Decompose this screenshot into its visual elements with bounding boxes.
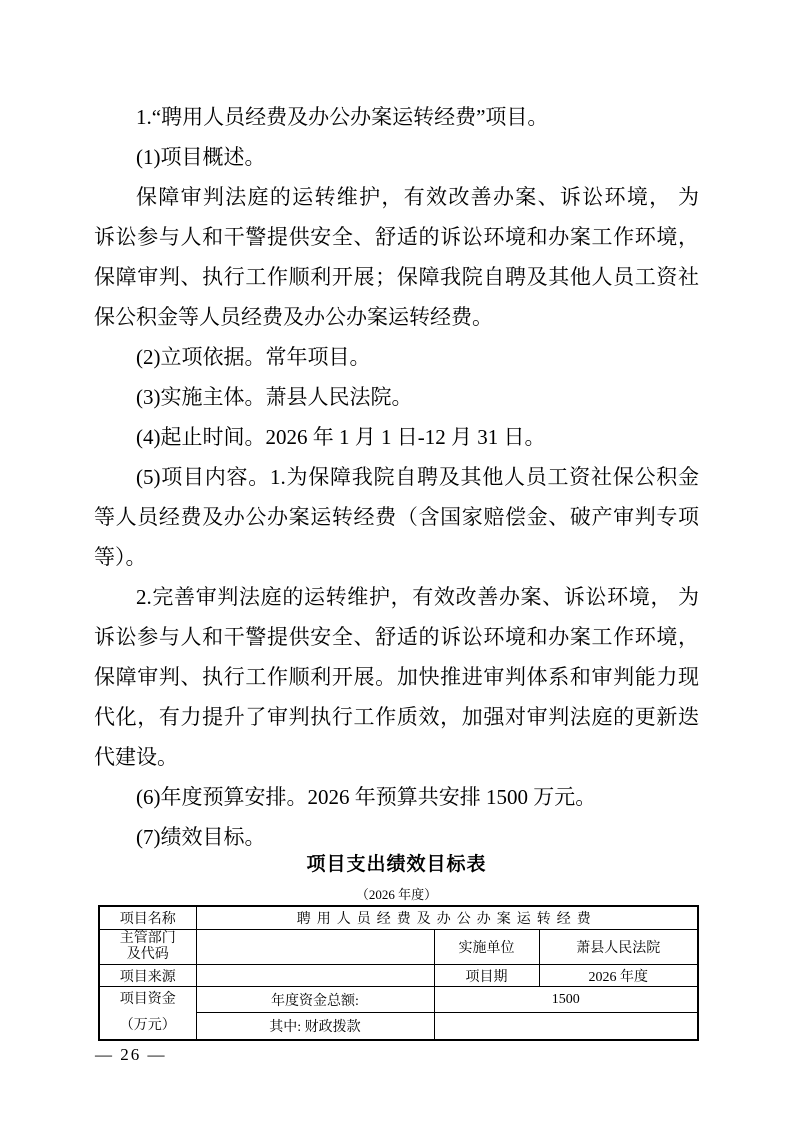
cell-dept-value (196, 930, 434, 965)
text-line: 保公积金等人员经费及办公办案运转经费。 (94, 305, 493, 329)
table-title: 项目支出绩效目标表 (306, 854, 487, 875)
text-line: 诉讼参与人和干警提供安全、舒适的诉讼环境和办案工作环境， (94, 625, 699, 649)
text-line: 代建设。 (94, 745, 178, 769)
cell-impl-unit-label: 实施单位 (434, 930, 539, 965)
text-line: 保障审判、执行工作顺利开展；保障我院自聘及其他人员工资社 (94, 265, 699, 289)
table-row (99, 906, 698, 930)
cell-project-period-value: 2026 年度 (539, 965, 698, 987)
text-line: (6)年度预算安排。2026 年预算共安排 1500 万元。 (136, 785, 597, 809)
text-line: 诉讼参与人和干警提供安全、舒适的诉讼环境和办案工作环境， (94, 225, 699, 249)
table-row (99, 987, 698, 1013)
cell-annual-total-label: 年度资金总额: (196, 987, 434, 1013)
cell-project-source-label: 项目来源 (99, 965, 196, 987)
text-line: (7)绩效目标。 (136, 825, 266, 849)
cell-fiscal-alloc-value (434, 1013, 698, 1040)
text-line: 保障审判、执行工作顺利开展。加快推进审判体系和审判能力现 (94, 665, 699, 689)
cell-funds-label (99, 987, 196, 1041)
text-line: 等）。 (94, 545, 147, 569)
text-line: 保障审判法庭的运转维护，有效改善办案、诉讼环境， 为 (136, 185, 699, 209)
cell-project-period-label: 项目期 (434, 965, 539, 987)
text-line: 等人员经费及办公办案运转经费（含国家赔偿金、破产审判专项 (94, 505, 699, 529)
document-body (94, 97, 699, 857)
text-line: (4)起止时间。2026 年 1 月 1 日-12 月 31 日。 (136, 425, 546, 449)
text-line: (1)项目概述。 (136, 145, 266, 169)
text-line: 代化，有力提升了审判执行工作质效，加强对审判法庭的更新迭 (94, 705, 699, 729)
text-line: 1.“聘用人员经费及办公办案运转经费”项目。 (136, 105, 549, 129)
cell-project-source-value (196, 965, 434, 987)
funds-label-line2: （万元） (119, 1018, 176, 1033)
table-row (99, 965, 698, 987)
table-subtitle: （2026 年度） (355, 887, 438, 902)
funds-label-line1: 项目资金 (119, 992, 176, 1007)
cell-dept-label (99, 930, 196, 965)
text-line: 2.完善审判法庭的运转维护，有效改善办案、诉讼环境， 为 (136, 585, 699, 609)
cell-impl-unit-value: 萧县人民法院 (539, 930, 698, 965)
text-line: (2)立项依据。常年项目。 (136, 345, 371, 369)
text-line: (3)实施主体。萧县人民法院。 (136, 385, 413, 409)
cell-project-name-value: 聘用人员经费及办公办案运转经费 (196, 906, 698, 930)
dept-label-line1: 主管部门 (119, 931, 176, 946)
cell-project-name-label: 项目名称 (99, 906, 196, 930)
table-row (99, 930, 698, 965)
page-number: — 26 — (95, 1045, 167, 1064)
performance-target-table (98, 905, 699, 1041)
cell-annual-total-value: 1500 (434, 987, 698, 1013)
dept-label-line2: 及代码 (126, 947, 169, 962)
cell-fiscal-alloc-label: 其中: 财政拨款 (196, 1013, 434, 1040)
text-line: (5)项目内容。1.为保障我院自聘及其他人员工资社保公积金 (136, 465, 699, 489)
